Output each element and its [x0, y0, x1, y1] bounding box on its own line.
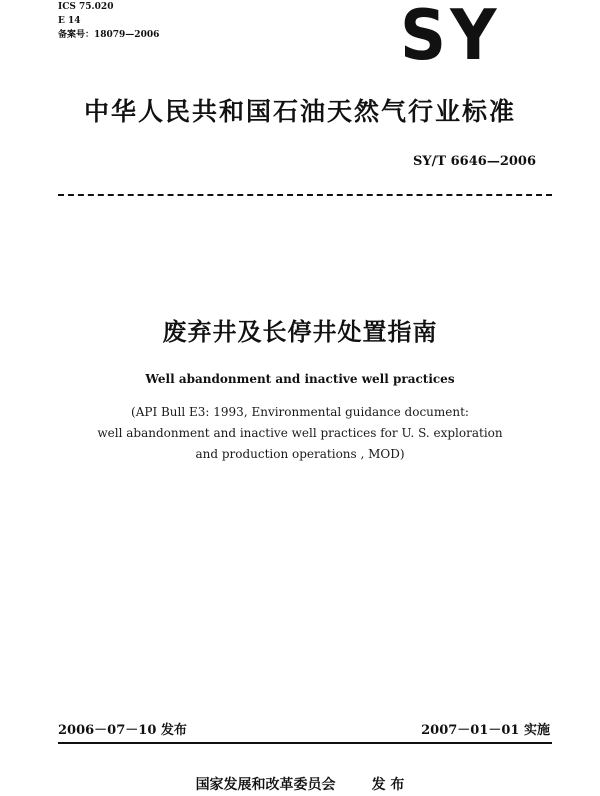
document-title-cn: 废弃井及长停井处置指南 — [162, 318, 438, 346]
source-reference — [60, 402, 540, 465]
footer-divider — [58, 742, 552, 744]
issue-date: 2006－07－10 发布 — [58, 723, 187, 738]
industry-standard-title: 中华人民共和国石油天然气行业标准 — [83, 97, 516, 126]
record-number: 备案号：18079—2006 — [58, 30, 160, 40]
source-line: (API Bull E3: 1993, Environmental guidance document: — [131, 405, 469, 419]
classification-code: E 14 — [58, 16, 81, 26]
source-line: well abandonment and inactive well practices for U. S. exploration — [97, 426, 503, 440]
source-line: and production operations , MOD) — [195, 447, 405, 461]
standard-number: SY/T 6646—2006 — [413, 154, 536, 169]
publisher-line — [0, 774, 600, 794]
sy-logo: SY — [400, 0, 501, 77]
ics-code: ICS 75.020 — [58, 2, 114, 12]
document-title-en: Well abandonment and inactive well practices — [145, 372, 455, 386]
effective-date: 2007－01－01 实施 — [421, 723, 550, 738]
publisher-action: 发 布 — [371, 777, 405, 793]
publisher-org: 国家发展和改革委员会 — [195, 777, 336, 793]
header-divider — [58, 194, 552, 196]
header-metadata — [58, 0, 159, 42]
